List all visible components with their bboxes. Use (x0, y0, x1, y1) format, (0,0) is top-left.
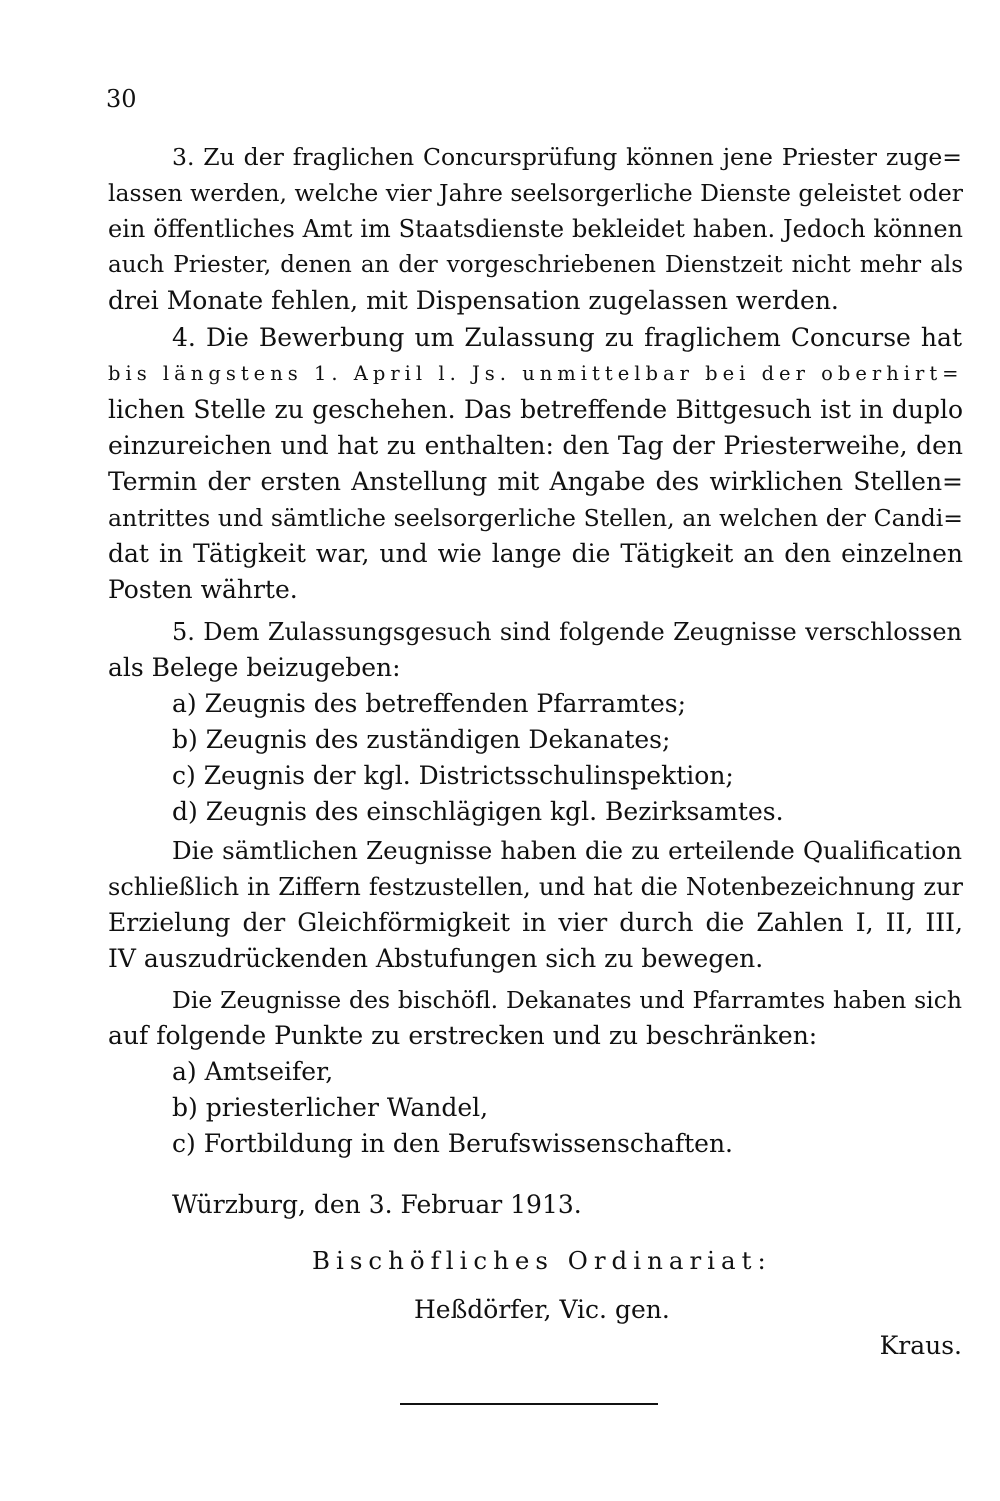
certificate-list-item-d: d) Zeugnis des einschlägigen kgl. Bezirksamtes. (172, 797, 784, 826)
paragraph-5-line-1: 5. Dem Zulassungsgesuch sind folgende Zeugnisse verschlossen (172, 618, 962, 646)
points-list-item-c: c) Fortbildung in den Berufswissenschaften. (172, 1129, 733, 1158)
paragraph-4-line-2: bis längstens 1. April l. Js. unmittelbar bei der oberhirt= (108, 362, 964, 385)
paragraph-3-line-3: ein öffentliches Amt im Staatsdienste bekleidet haben. Jedoch können (108, 215, 963, 243)
points-list-item-a: a) Amtseifer, (172, 1057, 334, 1086)
paragraph-3-line-5: drei Monate fehlen, mit Dispensation zugelassen werden. (108, 286, 839, 315)
points-list-item-b: b) priesterlicher Wandel, (172, 1093, 489, 1122)
paragraph-4-line-6: antrittes und sämtliche seelsorgerliche Stellen, an welchen der Candi= (108, 504, 963, 532)
signature-vicar-general: Heßdörfer, Vic. gen. (414, 1295, 670, 1324)
paragraph-4-line-5: Termin der ersten Anstellung mit Angabe des wirklichen Stellen= (108, 467, 963, 496)
issuing-authority: Bischöfliches Ordinariat: (312, 1246, 772, 1275)
certificate-list-item-c: c) Zeugnis der kgl. Districtsschulinspektion; (172, 761, 734, 790)
points-line-2: auf folgende Punkte zu erstrecken und zu beschränken: (108, 1021, 818, 1050)
certificate-list-item-a: a) Zeugnis des betreffenden Pfarramtes; (172, 689, 687, 718)
qualification-line-2: schließlich in Ziffern festzustellen, und hat die Notenbezeichnung zur (108, 873, 963, 901)
qualification-line-4: IV auszudrückenden Abstufungen sich zu bewegen. (108, 944, 764, 973)
closing-rule (400, 1403, 658, 1405)
signature-secretary: Kraus. (879, 1331, 962, 1360)
qualification-line-1: Die sämtlichen Zeugnisse haben die zu erteilende Qualification (172, 836, 962, 865)
qualification-line-3: Erzielung der Gleichförmigkeit in vier durch die Zahlen I, II, III, (108, 908, 963, 937)
paragraph-4-line-8: Posten währte. (108, 575, 298, 604)
paragraph-3-line-1: 3. Zu der fraglichen Concursprüfung können jene Priester zuge= (172, 143, 962, 171)
paragraph-4-line-7: dat in Tätigkeit war, und wie lange die Tätigkeit an den einzelnen (108, 539, 963, 568)
paragraph-4-line-3: lichen Stelle zu geschehen. Das betreffende Bittgesuch ist in duplo (108, 395, 963, 424)
page-number: 30 (106, 85, 137, 113)
paragraph-4-line-1: 4. Die Bewerbung um Zulassung zu fraglichem Concurse hat (172, 323, 962, 352)
points-line-1: Die Zeugnisse des bischöfl. Dekanates und Pfarramtes haben sich (172, 986, 962, 1014)
certificate-list-item-b: b) Zeugnis des zuständigen Dekanates; (172, 725, 671, 754)
paragraph-5-line-2: als Belege beizugeben: (108, 653, 401, 682)
dateline: Würzburg, den 3. Februar 1913. (172, 1190, 582, 1219)
paragraph-3-line-4: auch Priester, denen an der vorgeschriebenen Dienstzeit nicht mehr als (108, 252, 963, 278)
paragraph-4-line-4: einzureichen und hat zu enthalten: den Tag der Priesterweihe, den (108, 431, 963, 460)
paragraph-3-line-2: lassen werden, welche vier Jahre seelsorgerliche Dienste geleistet oder (108, 179, 963, 207)
